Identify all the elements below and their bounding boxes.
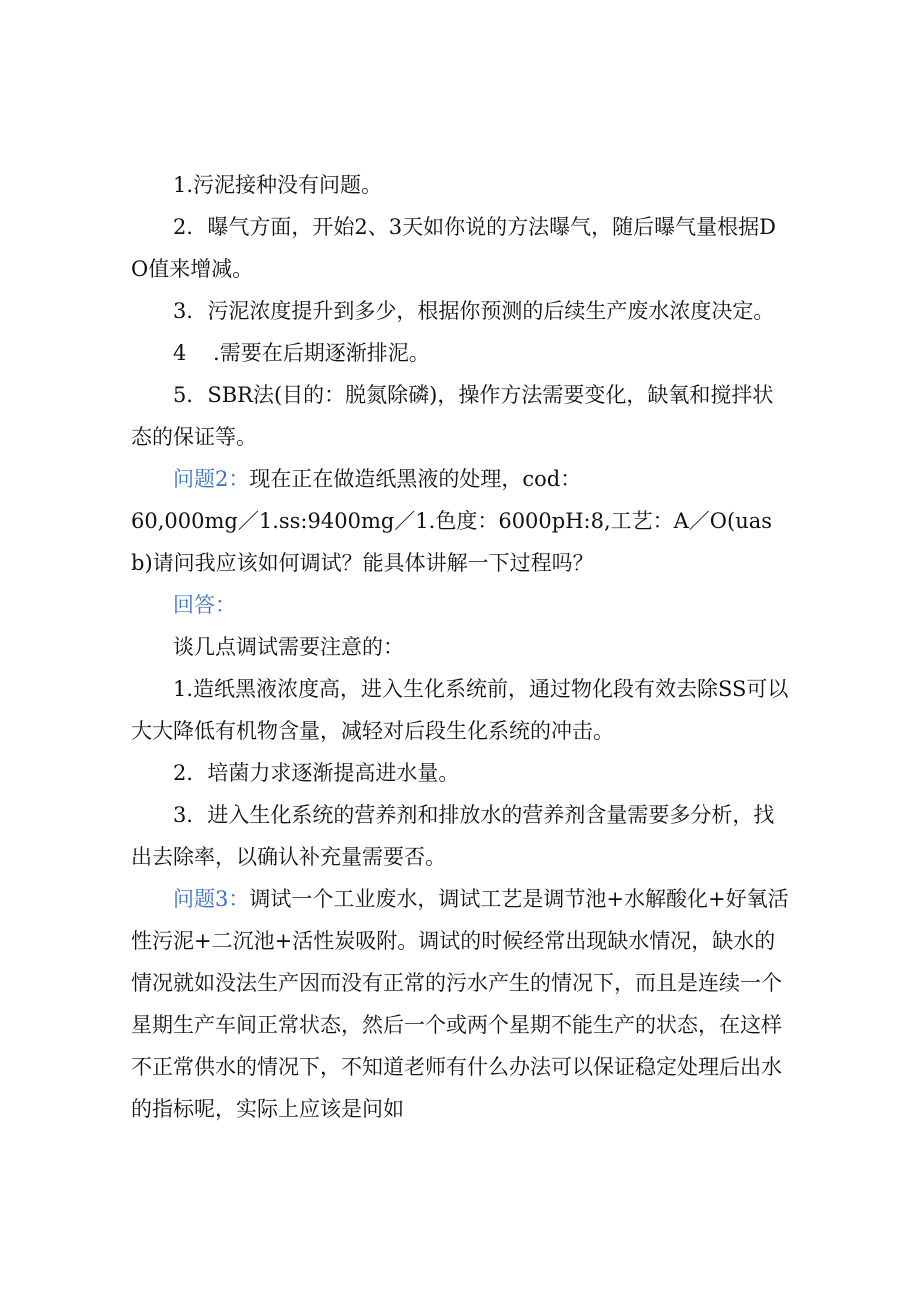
question-2-text-rest: 60,000mg／1.ss:9400mg／1.色度：6000pH:8,工艺：A／O(uasb)请问我应该如何调试？能具体讲解一下过程吗？ bbox=[131, 509, 773, 575]
paragraph-item-5: 5．SBR法(目的：脱氮除磷)，操作方法需要变化，缺氧和搅拌状态的保证等。 bbox=[131, 383, 774, 449]
answer-intro: 谈几点调试需要注意的： bbox=[173, 635, 404, 659]
answer-item-1: 1.造纸黑液浓度高，进入生化系统前，通过物化段有效去除SS可以大大降低有机物含量，减轻对后段生化系统的冲击。 bbox=[131, 677, 789, 743]
question-2-label: 问题2： bbox=[173, 467, 250, 491]
question-3-label: 问题3： bbox=[173, 887, 250, 911]
answer-label: 回答： bbox=[173, 593, 236, 617]
paragraph-item-3: 3．污泥浓度提升到多少，根据你预测的后续生产废水浓度决定。 bbox=[173, 299, 775, 323]
paragraph-item-1: 1.污泥接种没有问题。 bbox=[173, 173, 383, 197]
paragraph-item-2: 2．曝气方面，开始2、3天如你说的方法曝气，随后曝气量根据DO值来增减。 bbox=[131, 215, 776, 281]
answer-label-line bbox=[131, 584, 791, 626]
answer-item-3: 3．进入生化系统的营养剂和排放水的营养剂含量需要多分析，找出去除率，以确认补充量需要否。 bbox=[131, 803, 775, 869]
question-2-text-line1: 现在正在做造纸黑液的处理，cod： bbox=[249, 467, 582, 491]
answer-item-2: 2．培菌力求逐渐提高进水量。 bbox=[173, 761, 460, 785]
question-3-paragraph bbox=[131, 878, 791, 1130]
question-2-line bbox=[131, 458, 791, 500]
paragraph-item-4: 4 .需要在后期逐渐排泥。 bbox=[173, 341, 430, 365]
document-body bbox=[131, 164, 791, 1130]
question-3-text: 调试一个工业废水，调试工艺是调节池+水解酸化+好氧活性污泥+二沉池+活性炭吸附。调试的时候经常出现缺水情况，缺水的情况就如没法生产因而没有正常的污水产生的情况下，而且是连续一个星期生产车间正常状态，然后一个或两个星期不能生产的状态，在这样不正常供水的情况下，不知道老师有什么办法可以保证稳定处理后出水的指标呢，实际上应该是问如 bbox=[131, 887, 789, 1121]
